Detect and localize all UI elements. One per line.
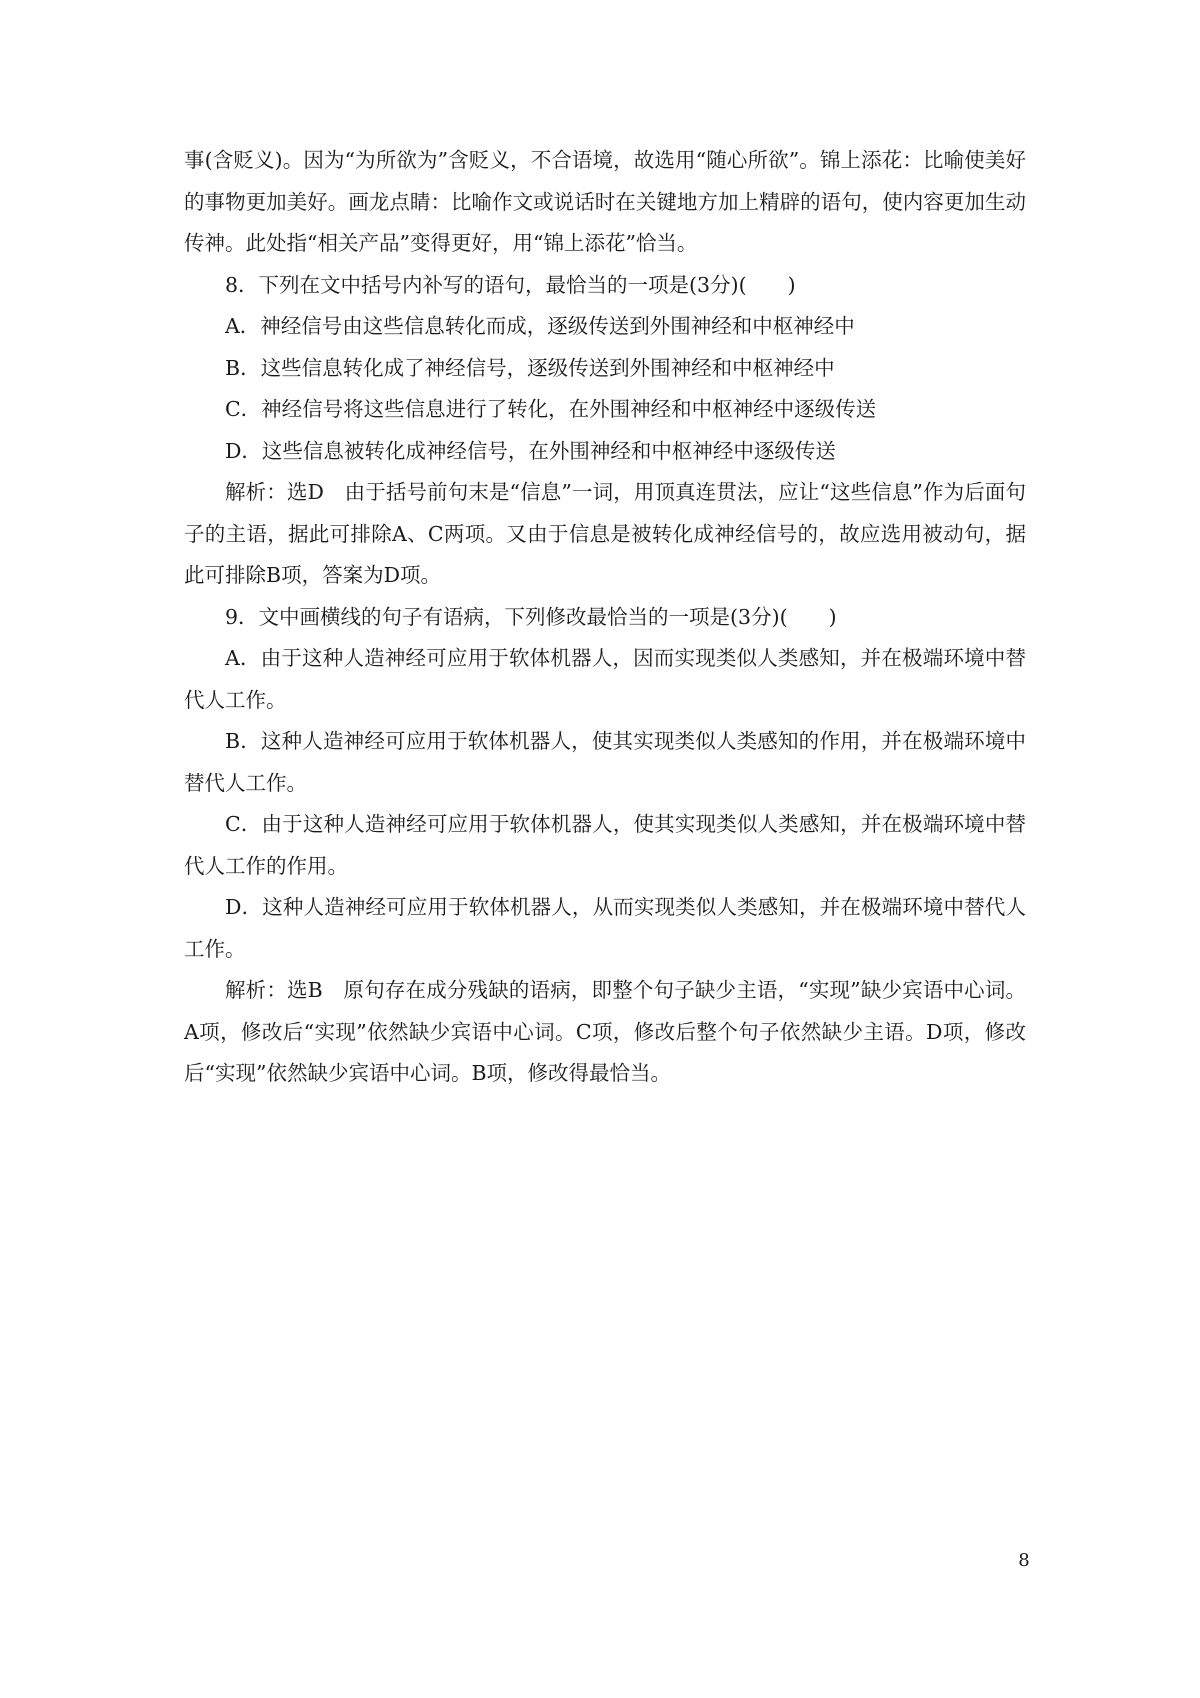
question-9-stem: 9．文中画横线的句子有语病，下列修改最恰当的一项是(3分)( ) [225,604,837,629]
page-body [184,140,1026,1095]
page-number: 8 [1018,1550,1030,1571]
question-8-option-c: C．神经信号将这些信息进行了转化，在外围神经和中枢神经中逐级传送 [225,397,877,421]
question-8-stem: 8．下列在文中括号内补写的语句，最恰当的一项是(3分)( ) [225,272,796,297]
question-9-option-b: B．这种人造神经可应用于软体机器人，使其实现类似人类感知的作用，并在极端环境中替代人工作。 [184,729,1026,795]
question-9-option-c: C．由于这种人造神经可应用于软体机器人，使其实现类似人类感知，并在极端环境中替代人工作的作用。 [184,812,1026,878]
question-9-option-d: D．这种人造神经可应用于软体机器人，从而实现类似人类感知，并在极端环境中替代人工作。 [184,895,1026,961]
question-8-option-a: A．神经信号由这些信息转化而成，逐级传送到外围神经和中枢神经中 [225,314,855,338]
question-8-option-b: B．这些信息转化成了神经信号，逐级传送到外围神经和中枢神经中 [225,355,835,380]
question-8-analysis: 解析：选D 由于括号前句末是“信息”一词，用顶真连贯法，应让“这些信息”作为后面句子的主语，据此可排除A、C两项。又由于信息是被转化成神经信号的，故应选用被动句，据此可排除B项，答案为D项。 [184,480,1026,587]
question-8-option-d: D．这些信息被转化成神经信号，在外围神经和中枢神经中逐级传送 [225,438,836,463]
answer-explanation-continued: 事(含贬义)。因为“为所欲为”含贬义，不合语境，故选用“随心所欲”。锦上添花：比喻使美好的事物更加美好。画龙点睛：比喻作文或说话时在关键地方加上精辟的语句，使内容更加生动传神。此处指“相关产品”变得更好，用“锦上添花”恰当。 [184,148,1026,255]
question-9-analysis: 解析：选B 原句存在成分残缺的语病，即整个句子缺少主语，“实现”缺少宾语中心词。A项，修改后“实现”依然缺少宾语中心词。C项，修改后整个句子依然缺少主语。D项，修改后“实现”依然缺少宾语中心词。B项，修改得最恰当。 [184,978,1026,1085]
question-9-option-a: A．由于这种人造神经可应用于软体机器人，因而实现类似人类感知，并在极端环境中替代人工作。 [184,646,1026,712]
